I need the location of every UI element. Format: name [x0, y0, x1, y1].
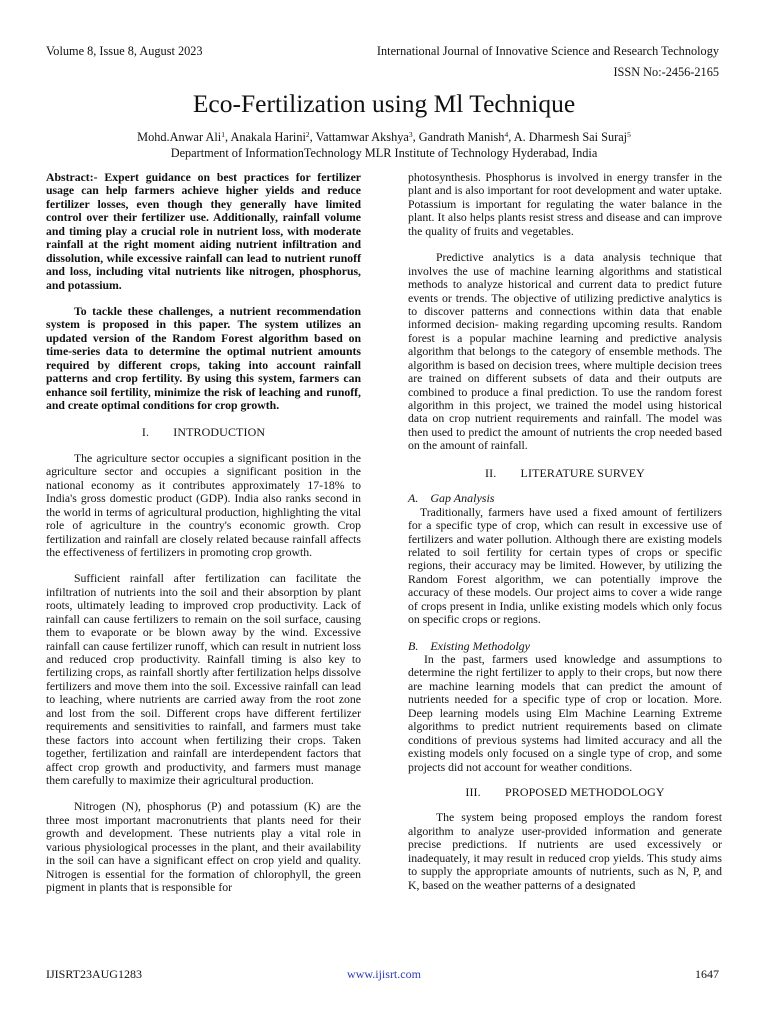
body-paragraph-predictive: Predictive analytics is a data analysis technique that involves the use of machine learning algorithms and statistical methods to analyze historical and current data to predict future events or trends. The objective of utilizing predictive analytics is to discover patterns and connections within data that enable informed decision- making regarding upcoming results. Random forest is a popular machine learning and predictive analysis algorithm that belongs to the category of ensemble methods. The algorithm is based on decision trees, where multiple decision trees are trained on different subsets of data and their outputs are combined to produce a final prediction. To use the random forest algorithm in this project, we trained the model using historical data on crop nutrient requirements and rainfall. The model was then used to predict the amount of nutrients the crop needed based on the amount of rainfall. [408, 251, 722, 453]
subsection-heading-gap-analysis: A. Gap Analysis [408, 491, 495, 506]
paper-title: Eco-Fertilization using Ml Technique [192, 89, 576, 118]
author: Vattamwar Akshya$^3$, [315, 130, 419, 144]
body-paragraph-nutrients: photosynthesis. Phosphorus is involved in energy transfer in the plant and is also important for root development and water uptake. Potassium is important for regulating the water balance in the plant. It also helps plants resist stress and disease and can improve the quality of fruits and vegetables. [408, 171, 722, 238]
right-column [408, 171, 722, 892]
affiliation: Department of InformationTechnology MLR Institute of Technology Hyderabad, India [170, 146, 598, 160]
section-heading-literature-survey: II. LITERATURE SURVEY [485, 465, 645, 480]
author: Mohd.Anwar Ali$^1$, [137, 130, 231, 144]
author: A. Dharmesh Sai Suraj$^5$ [513, 130, 631, 144]
author: Gandrath Manish$^4$, [418, 130, 514, 144]
existing-methodology-paragraph: In the past, farmers used knowledge and assumptions to determine the right fertilizer to apply to their crops, but now there are machine learning models that can predict the amount of nutrients needed for a specific type of crop or location. More. Deep learning models using Elm Machine Learning Extreme algorithms to predict nutrient requirements based on climate conditions of previous systems had limited accuracy and all the existing models only focused on a single type of crop, and some projects did not account for weather conditions. [408, 653, 722, 774]
intro-paragraph-3: Nitrogen (N), phosphorus (P) and potassium (K) are the three most important macronutrients that plants need for their growth and development. These nutrients play a vital role in various physiological processes in the plant, and their availability in the soil can have a significant effect on crop yield and quality. Nitrogen is essential for the formation of chlorophyll, the green pigment in plants that is responsible for [46, 800, 361, 894]
abstract: Abstract:- Expert guidance on best practices for fertilizer usage can help farmers achieve higher yields and reduce fertilizer losses, even though they generally have limited control over their fertilizer use. Additionally, rainfall volume and timing play a crucial role in nutrient loss, with moderate rainfall at the right moment aiding nutrient infiltration and dissolution, while excessive rainfall can lead to nutrient runoff and loss, including vital nutrients like nitrogen, phosphorus, and potassium. [46, 171, 361, 292]
footer-website-link[interactable]: www.ijisrt.com [347, 967, 421, 981]
issn: ISSN No:-2456-2165 [613, 65, 719, 79]
section-heading-proposed-methodology: III. PROPOSED METHODOLOGY [465, 784, 665, 799]
author: Anakala Harini$^2$, [230, 130, 316, 144]
gap-analysis-paragraph: Traditionally, farmers have used a fixed amount of fertilizers for a specific type of crop, which can result in excessive use of fertilizers and water pollution. Although there are existing models related to soil fertility for certain types of crops or specific regions, their accuracy may be limited. However, by utilizing the Random Forest algorithm, we can potentially improve the accuracy of these models. Our project aims to cover a wide range of crops present in India, unlike existing models which only focus on specific crops or regions. [408, 505, 722, 627]
page-number: 1647 [695, 967, 719, 981]
intro-paragraph-1: The agriculture sector occupies a significant position in the agriculture sector and occupies a significant position in the national economy as it contributes approximately 17-18% to India's gross domestic product (GDP). India also ranks second in the world in terms of agricultural production, highlighting the vital role of agriculture in the country's economic growth. Crop fertilization and rainfall are closely related because rainfall affects the effectiveness of fertilizers in promoting crop growth. [46, 451, 361, 559]
section-heading-introduction: I. INTRODUCTION [141, 425, 266, 440]
subsection-heading-existing-methodology: B. Existing Methodolgy [408, 638, 530, 653]
volume-info: Volume 8, Issue 8, August 2023 [46, 44, 203, 58]
intro-paragraph-2: Sufficient rainfall after fertilization can facilitate the infiltration of nutrients into the soil and their absorption by plant roots, ultimately leading to improved crop productivity. Lack of rainfall can cause fertilizers to remain on the soil surface, causing them to evaporate or be blown away by the wind. Excessive rainfall can cause fertilizer runoff, which can result in nutrient loss and reduced crop productivity. Rainfall timing is also key to fertilizing crops, as rainfall shortly after fertilization helps dissolve fertilizers and move them into the soil. Excessive rainfall can lead to leaching, where nutrients are carried away from the root zone and lost from the soil. Different crops have different fertilizer requirements and sensitivities to rainfall, and farmers must take these factors into account when fertilizing their crops. Taken together, fertilization and rainfall are interdependent factors that affect crop growth and productivity, and farmers must manage them carefully to maximize their agricultural production. [46, 572, 361, 787]
proposed-methodology-paragraph: The system being proposed employs the random forest algorithm to analyze user-provided information and generate precise predictions. If nutrients are used excessively or inadequately, it may result in reduced crop yields. This study aims to supply the appropriate amounts of nutrients, such as N, P, and K, based on the weather patterns of a designated [408, 811, 722, 892]
left-column [46, 171, 361, 894]
journal-name: International Journal of Innovative Science and Research Technology [376, 44, 719, 58]
footer-paper-id: IJISRT23AUG1283 [46, 967, 142, 981]
author-list [0, 130, 768, 144]
abstract-continued: To tackle these challenges, a nutrient recommendation system is proposed in this paper. The system utilizes an updated version of the Random Forest algorithm based on time-series data to determine the optimal nutrient amounts required by different crops, taking into account rainfall patterns and crop fertility. By using this system, farmers can enhance soil fertility, minimize the risk of leaching and runoff, and create optimal conditions for crop growth. [46, 304, 361, 412]
